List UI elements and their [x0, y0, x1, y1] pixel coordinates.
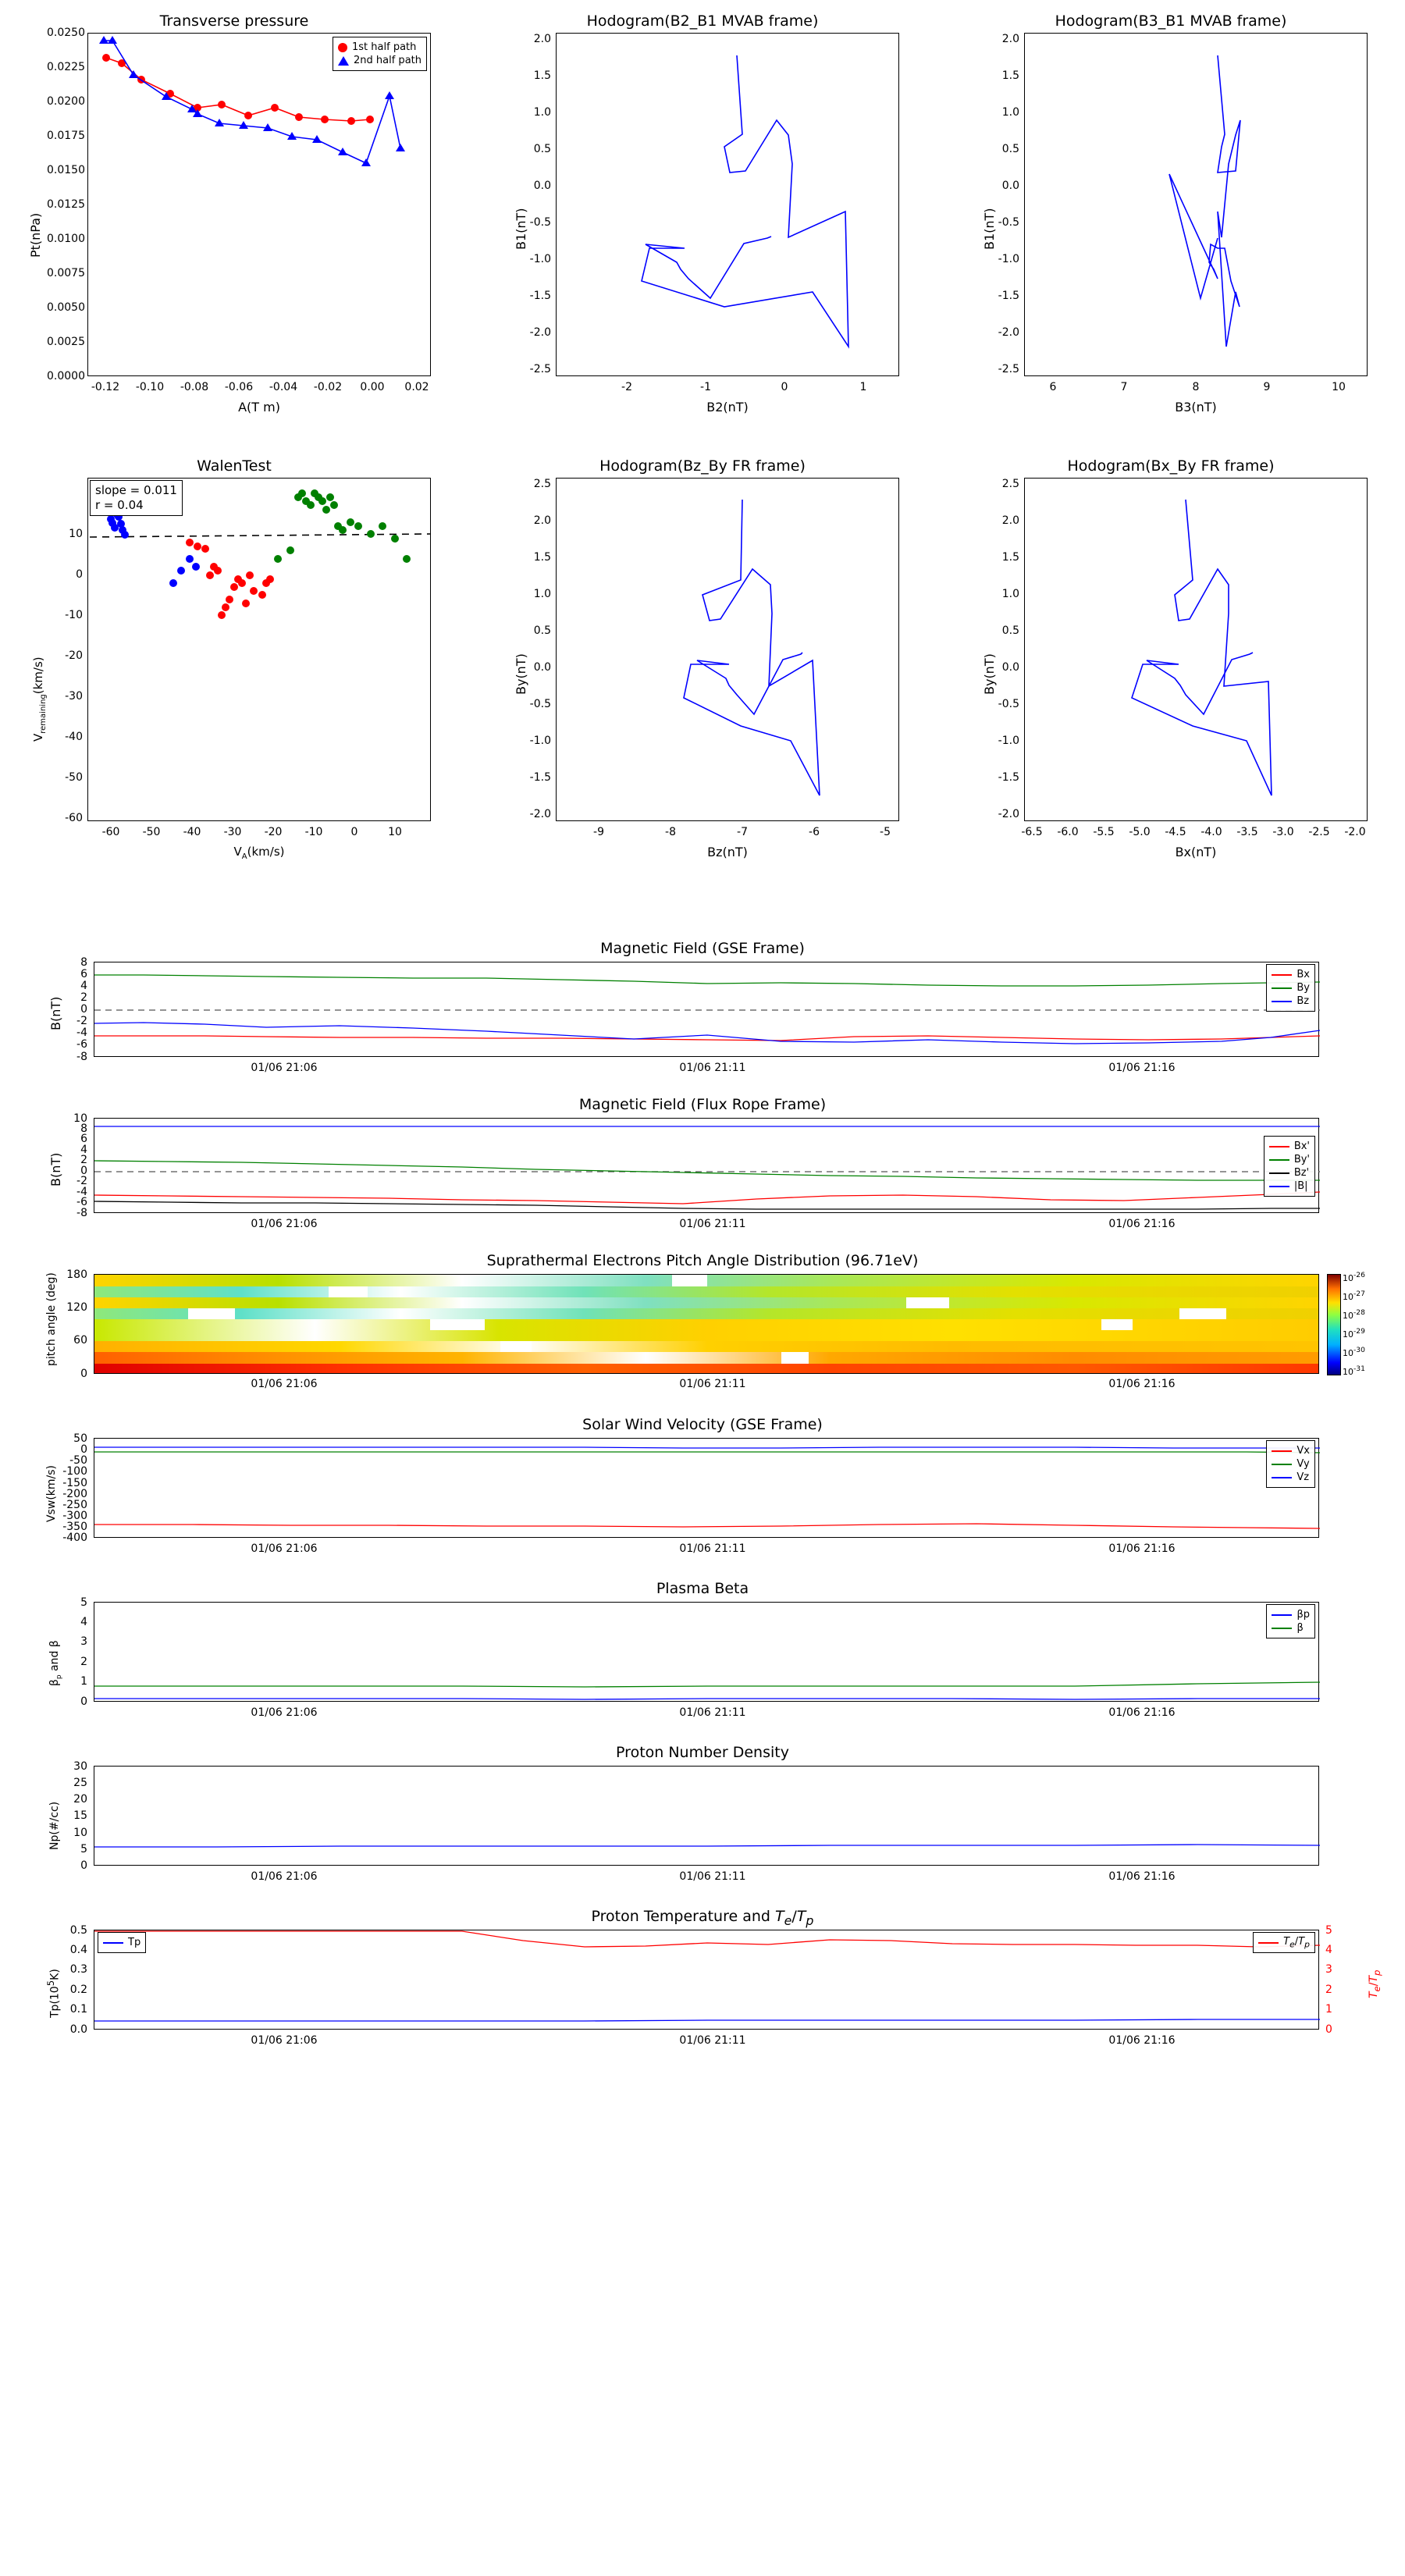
y-tick: 0.0 [1001, 661, 1019, 674]
y-tick: -10 [65, 609, 83, 621]
y-tick: 0.3 [69, 1963, 87, 1976]
y-tick: 0.0175 [47, 130, 85, 142]
y-axis-label: Vsw(km/s) [45, 1464, 58, 1522]
x-tick: 01/06 21:06 [251, 1218, 318, 1230]
legend-magnetic-field-fr [1264, 1136, 1315, 1197]
y-axis-label: By(nT) [982, 653, 997, 695]
legend-transverse-pressure [333, 37, 427, 71]
x-tick: 10 [1332, 381, 1346, 393]
y-tick: 2.5 [1001, 478, 1019, 490]
heatmap-image [94, 1275, 1319, 1374]
y-axis-label: B(nT) [48, 1152, 63, 1187]
y-tick: -2 [76, 1015, 87, 1027]
y-tick: 0.0000 [47, 370, 85, 382]
x-tick: 01/06 21:16 [1108, 2034, 1176, 2047]
x-axis-label: B2(nT) [706, 400, 749, 415]
y-axis-label: Np(#/cc) [48, 1801, 61, 1850]
legend-plasma-beta [1266, 1604, 1315, 1638]
chart-title: Suprathermal Electrons Pitch Angle Distribution (96.71eV) [486, 1252, 919, 1269]
plot-lines [94, 1767, 1320, 1866]
plot-lines [94, 1119, 1320, 1214]
x-tick: 01/06 21:11 [679, 1378, 746, 1390]
y-tick: 0 [80, 1443, 87, 1456]
plot-lines [88, 34, 432, 377]
r-text: r = 0.04 [95, 497, 144, 512]
axes-proton-number-density [94, 1766, 1319, 1866]
x-tick: -5 [880, 826, 891, 838]
y-tick: 10 [73, 1112, 87, 1125]
colorbar-tick: $10^{-31}$ [1343, 1364, 1365, 1377]
y-tick: 0.0250 [47, 27, 85, 39]
x-tick: -6.0 [1057, 826, 1079, 838]
y-tick: -400 [62, 1532, 87, 1544]
chart-title: Transverse pressure [159, 12, 309, 30]
y-tick: -1.0 [529, 253, 551, 265]
x-tick: -50 [142, 826, 161, 838]
x-tick: -4.5 [1165, 826, 1186, 838]
x-tick: -60 [101, 826, 120, 838]
panel-magnetic-field-gse [0, 937, 1405, 1085]
x-tick: 01/06 21:06 [251, 2034, 318, 2047]
x-tick: 01/06 21:11 [679, 1062, 746, 1074]
y-tick: -2.0 [998, 808, 1019, 820]
axes-hodogram-b3-b1 [1024, 33, 1368, 376]
legend-label: Vx [1297, 1445, 1310, 1457]
y-tick: -20 [65, 649, 83, 662]
y-tick: 1.5 [533, 551, 551, 564]
x-tick: -40 [183, 826, 201, 838]
legend-label: Vz [1297, 1471, 1310, 1483]
y-tick: 0.5 [69, 1924, 87, 1937]
legend-label: $T_e/T_p$ [1283, 1935, 1310, 1950]
x-tick: 0.00 [360, 381, 385, 393]
chart-title: Proton Temperature and $T_e/T_p$ [591, 1908, 814, 1928]
y-tick: 5 [80, 1596, 87, 1609]
x-tick: 01/06 21:06 [251, 1870, 318, 1883]
x-tick: 01/06 21:11 [679, 2034, 746, 2047]
y-tick: -0.5 [529, 216, 551, 229]
y-tick: 1.0 [533, 106, 551, 119]
plot-lines [1025, 479, 1368, 822]
colorbar-tick: $10^{-27}$ [1343, 1290, 1365, 1302]
y-tick: 1.5 [1001, 69, 1019, 82]
legend-label: Vy [1297, 1458, 1310, 1470]
y-tick: 1 [80, 1675, 87, 1688]
x-tick: 1 [859, 381, 867, 393]
x-tick: 0 [781, 381, 788, 393]
y-axis-label: B1(nT) [982, 208, 997, 250]
axes-solar-wind-velocity [94, 1438, 1319, 1538]
y-tick: 6 [80, 968, 87, 980]
y-tick: 1.0 [533, 588, 551, 600]
y-tick: 120 [66, 1301, 87, 1314]
plot-lines [94, 1603, 1320, 1703]
y-tick: 0.0050 [47, 301, 85, 314]
y-tick: 0 [80, 1165, 87, 1177]
y-tick: 2.0 [533, 33, 551, 45]
y-tick: 4 [80, 1144, 87, 1156]
y-tick: 2 [80, 991, 87, 1004]
y-axis-label: Pt(nPa) [28, 212, 43, 258]
axes-plasma-beta [94, 1602, 1319, 1702]
y-tick: 0 [80, 1003, 87, 1016]
y-tick: -1.0 [998, 735, 1019, 747]
x-tick: -0.12 [91, 381, 120, 393]
y-tick: -40 [65, 731, 83, 743]
panel-walen-test [0, 445, 468, 882]
legend-solar-wind-velocity [1266, 1440, 1315, 1488]
y-tick: 2.5 [533, 478, 551, 490]
legend-label: By [1297, 982, 1310, 994]
y-tick: -2.0 [529, 808, 551, 820]
colorbar-tick: $10^{-28}$ [1343, 1308, 1365, 1321]
y-tick: 2.0 [1001, 33, 1019, 45]
y-tick: 30 [73, 1760, 87, 1773]
y-tick: -300 [62, 1510, 87, 1522]
x-tick: -2.0 [1344, 826, 1366, 838]
x-tick: -5.0 [1129, 826, 1151, 838]
y-tick: 2 [80, 1154, 87, 1166]
y-tick: 1.0 [1001, 588, 1019, 600]
panel-pitch-angle-distribution [0, 1249, 1405, 1405]
panel-hodogram-bx-by [937, 445, 1405, 882]
y-tick: -4 [76, 1186, 87, 1198]
plot-points [88, 479, 432, 822]
y-tick: -1.0 [529, 735, 551, 747]
slope-text: slope = 0.011 [95, 483, 177, 497]
y-tick: 10 [69, 528, 83, 540]
x-tick: -5.5 [1093, 826, 1115, 838]
x-tick: -2.5 [1308, 826, 1330, 838]
colorbar [1327, 1274, 1341, 1375]
y-tick: 8 [80, 956, 87, 969]
x-tick: -0.06 [224, 381, 254, 393]
chart-title: Hodogram(Bx_By FR frame) [1067, 457, 1275, 475]
plot-lines [94, 1439, 1320, 1539]
x-tick: 01/06 21:16 [1108, 1542, 1176, 1555]
x-tick: 10 [388, 826, 402, 838]
x-tick: -30 [223, 826, 242, 838]
y-tick: -60 [65, 812, 83, 824]
y-tick: -50 [65, 771, 83, 784]
panel-hodogram-b3-b1 [937, 0, 1405, 437]
x-tick: -0.08 [180, 381, 209, 393]
y-axis-label: $Tp(10^5K)$ [45, 1969, 62, 2018]
axes-hodogram-bx-by [1024, 478, 1368, 821]
axes-hodogram-bz-by [556, 478, 899, 821]
y-tick: 2.0 [1001, 514, 1019, 527]
chart-title: Plasma Beta [656, 1580, 749, 1597]
y-tick: 0.0150 [47, 164, 85, 176]
y-axis-label: B1(nT) [514, 208, 528, 250]
y-tick: 0.0125 [47, 198, 85, 211]
x-tick: 9 [1263, 381, 1271, 393]
plot-lines [94, 962, 1320, 1058]
y-tick: 0 [76, 568, 83, 581]
legend-label: By' [1293, 1154, 1310, 1165]
x-tick: 01/06 21:06 [251, 1542, 318, 1555]
x-tick: -2 [621, 381, 632, 393]
y-tick: -2 [76, 1175, 87, 1187]
legend-magnetic-field-gse [1266, 964, 1315, 1012]
axes-transverse-pressure [87, 33, 431, 376]
y-tick: 4 [80, 980, 87, 992]
y-tick: -0.5 [529, 698, 551, 710]
plot-lines [94, 1930, 1320, 2030]
chart-title: Hodogram(B3_B1 MVAB frame) [1055, 12, 1287, 30]
chart-title: Hodogram(B2_B1 MVAB frame) [586, 12, 819, 30]
axes-magnetic-field-fr [94, 1118, 1319, 1213]
x-tick: -9 [593, 826, 604, 838]
panel-transverse-pressure [0, 0, 468, 437]
y-tick: 60 [73, 1334, 87, 1347]
x-tick: 01/06 21:11 [679, 1218, 746, 1230]
y-tick: 0 [80, 1368, 87, 1380]
x-tick: 01/06 21:16 [1108, 1062, 1176, 1074]
axes-proton-temperature [94, 1930, 1319, 2030]
y-tick: -1.5 [529, 771, 551, 784]
y-tick: 0.0225 [47, 61, 85, 73]
y-tick: 0.0100 [47, 233, 85, 245]
legend-label: βp [1297, 1609, 1310, 1621]
x-tick: -4.0 [1200, 826, 1222, 838]
panel-plasma-beta [0, 1577, 1405, 1733]
y-tick: 0 [80, 1695, 87, 1708]
y-tick: -1.5 [998, 771, 1019, 784]
y-tick: -150 [62, 1477, 87, 1489]
y-axis-label: pitch angle (deg) [45, 1272, 58, 1366]
y-tick: -6 [76, 1196, 87, 1208]
x-tick: -3.0 [1272, 826, 1294, 838]
x-axis-label: A(T m) [238, 400, 280, 415]
y-tick: 6 [80, 1133, 87, 1145]
y-tick: 50 [73, 1432, 87, 1445]
y-tick: -8 [76, 1207, 87, 1219]
x-tick: -6.5 [1021, 826, 1043, 838]
x-axis-label: Bz(nT) [707, 845, 748, 859]
x-tick: 01/06 21:11 [679, 1870, 746, 1883]
axes-pitch-angle-distribution [94, 1274, 1319, 1374]
y-tick-right: 3 [1325, 1963, 1332, 1976]
y-tick: -0.5 [998, 698, 1019, 710]
x-tick: -1 [700, 381, 711, 393]
y-axis-label: By(nT) [514, 653, 528, 695]
x-tick: 01/06 21:11 [679, 1542, 746, 1555]
y-tick-right: 1 [1325, 2003, 1332, 2016]
y-tick: -2.5 [529, 363, 551, 375]
y-tick: -1.5 [529, 290, 551, 302]
axes-magnetic-field-gse [94, 962, 1319, 1057]
x-tick: 01/06 21:16 [1108, 1870, 1176, 1883]
x-tick: 0.02 [404, 381, 429, 393]
x-tick: 01/06 21:16 [1108, 1218, 1176, 1230]
fit-annotation [90, 480, 183, 516]
y-tick: 0.0 [1001, 180, 1019, 192]
y-tick: 1.5 [1001, 551, 1019, 564]
x-tick: 01/06 21:16 [1108, 1378, 1176, 1390]
y-tick: -6 [76, 1038, 87, 1051]
x-tick: 7 [1120, 381, 1128, 393]
y-axis-label: $V_{remaining}(km/s)$ [31, 656, 48, 742]
axes-hodogram-b2-b1 [556, 33, 899, 376]
x-tick: 01/06 21:16 [1108, 1706, 1176, 1719]
y-axis-label: B(nT) [48, 996, 63, 1030]
legend-label: Bx' [1293, 1140, 1310, 1152]
legend-te-tp [1253, 1932, 1315, 1953]
legend-label: Bx [1297, 969, 1310, 980]
legend-label: Bz' [1293, 1167, 1310, 1179]
y-tick: 180 [66, 1268, 87, 1281]
legend-label: β [1297, 1622, 1304, 1634]
panel-solar-wind-velocity [0, 1413, 1405, 1569]
chart-title: Proton Number Density [616, 1744, 789, 1761]
x-tick: -7 [737, 826, 748, 838]
legend-tp [98, 1932, 146, 1953]
y-tick: 0.0 [533, 661, 551, 674]
y-tick: 2 [80, 1656, 87, 1668]
plot-lines [1025, 34, 1368, 377]
x-tick: 8 [1192, 381, 1200, 393]
y-tick: -1.5 [998, 290, 1019, 302]
panel-proton-temperature [0, 1905, 1405, 2061]
x-axis-label: Bx(nT) [1175, 845, 1217, 859]
y-tick: 25 [73, 1777, 87, 1789]
legend-label: Tp [128, 1937, 141, 1948]
chart-title: Solar Wind Velocity (GSE Frame) [582, 1416, 823, 1433]
x-tick: -6 [809, 826, 820, 838]
x-tick: -0.10 [135, 381, 165, 393]
y-tick: 1.0 [1001, 106, 1019, 119]
y-tick-right: 5 [1325, 1924, 1332, 1937]
x-tick: 01/06 21:06 [251, 1062, 318, 1074]
y-tick: -30 [65, 690, 83, 703]
y-tick: 0.0025 [47, 336, 85, 348]
y-tick: 0 [80, 1859, 87, 1872]
panel-magnetic-field-fr [0, 1093, 1405, 1241]
y-tick: -100 [62, 1465, 87, 1478]
x-axis-label: B3(nT) [1175, 400, 1217, 415]
y-tick: 0.0 [533, 180, 551, 192]
x-tick: -20 [264, 826, 283, 838]
x-tick: 01/06 21:06 [251, 1706, 318, 1719]
y-tick: 0.4 [69, 1944, 87, 1956]
y-tick: 0.2 [69, 1984, 87, 1996]
x-tick: -0.04 [269, 381, 298, 393]
y-tick-right: 4 [1325, 1944, 1332, 1956]
y-tick: 4 [80, 1616, 87, 1628]
colorbar-tick: $10^{-26}$ [1343, 1271, 1365, 1283]
panel-hodogram-bz-by [468, 445, 937, 882]
y-tick: 0.0200 [47, 95, 85, 108]
legend-label: 1st half path [352, 41, 417, 53]
x-tick: -8 [665, 826, 676, 838]
y-tick: 0.5 [533, 624, 551, 637]
x-tick: 01/06 21:06 [251, 1378, 318, 1390]
y-tick: -1.0 [998, 253, 1019, 265]
y-tick-right: 2 [1325, 1984, 1332, 1996]
y-tick-right: 0 [1325, 2023, 1332, 2036]
y-tick: 20 [73, 1793, 87, 1806]
legend-label: 2nd half path [354, 55, 422, 66]
plot-lines [557, 479, 900, 822]
y-tick: 1.5 [533, 69, 551, 82]
x-tick: -0.02 [313, 381, 343, 393]
y-tick: -50 [69, 1454, 87, 1467]
y-tick: -2.0 [998, 326, 1019, 339]
colorbar-tick: $10^{-29}$ [1343, 1327, 1365, 1340]
plot-lines [557, 34, 900, 377]
y-tick: 0.0075 [47, 267, 85, 279]
y-tick: 3 [80, 1635, 87, 1648]
chart-title: Magnetic Field (Flux Rope Frame) [578, 1096, 827, 1113]
x-tick: 01/06 21:11 [679, 1706, 746, 1719]
y-axis-label: $\beta_p$ and β [48, 1640, 63, 1686]
y-tick: -250 [62, 1499, 87, 1511]
chart-title: Hodogram(Bz_By FR frame) [599, 457, 806, 475]
panel-proton-number-density [0, 1741, 1405, 1897]
y-tick: 2.0 [533, 514, 551, 527]
y-tick: 0.5 [533, 143, 551, 155]
y-axis-label-right: $T_e/T_p$ [1368, 1969, 1382, 1998]
y-tick: -2.0 [529, 326, 551, 339]
y-tick: 8 [80, 1123, 87, 1135]
y-tick: -350 [62, 1521, 87, 1533]
y-tick: 5 [80, 1843, 87, 1856]
panel-hodogram-b2-b1 [468, 0, 937, 437]
y-tick: 0.1 [69, 2003, 87, 2016]
colorbar-tick: $10^{-30}$ [1343, 1346, 1365, 1358]
x-axis-label: $V_A(km/s)$ [233, 845, 285, 861]
x-tick: -10 [304, 826, 323, 838]
y-tick: -8 [76, 1051, 87, 1063]
legend-label: Bz [1297, 995, 1310, 1007]
y-tick: -2.5 [998, 363, 1019, 375]
axes-walen-test [87, 478, 431, 821]
chart-title: WalenTest [197, 457, 272, 475]
y-tick: 0.0 [69, 2023, 87, 2036]
y-tick: 0.5 [1001, 143, 1019, 155]
chart-title: Magnetic Field (GSE Frame) [600, 940, 805, 957]
y-tick: -0.5 [998, 216, 1019, 229]
x-tick: -3.5 [1236, 826, 1258, 838]
x-tick: 0 [350, 826, 358, 838]
y-tick: 15 [73, 1809, 87, 1822]
y-tick: -200 [62, 1488, 87, 1500]
y-tick: -4 [76, 1026, 87, 1039]
y-tick: 10 [73, 1827, 87, 1839]
x-tick: 6 [1049, 381, 1057, 393]
y-tick: 0.5 [1001, 624, 1019, 637]
legend-label: |B| [1293, 1180, 1308, 1192]
